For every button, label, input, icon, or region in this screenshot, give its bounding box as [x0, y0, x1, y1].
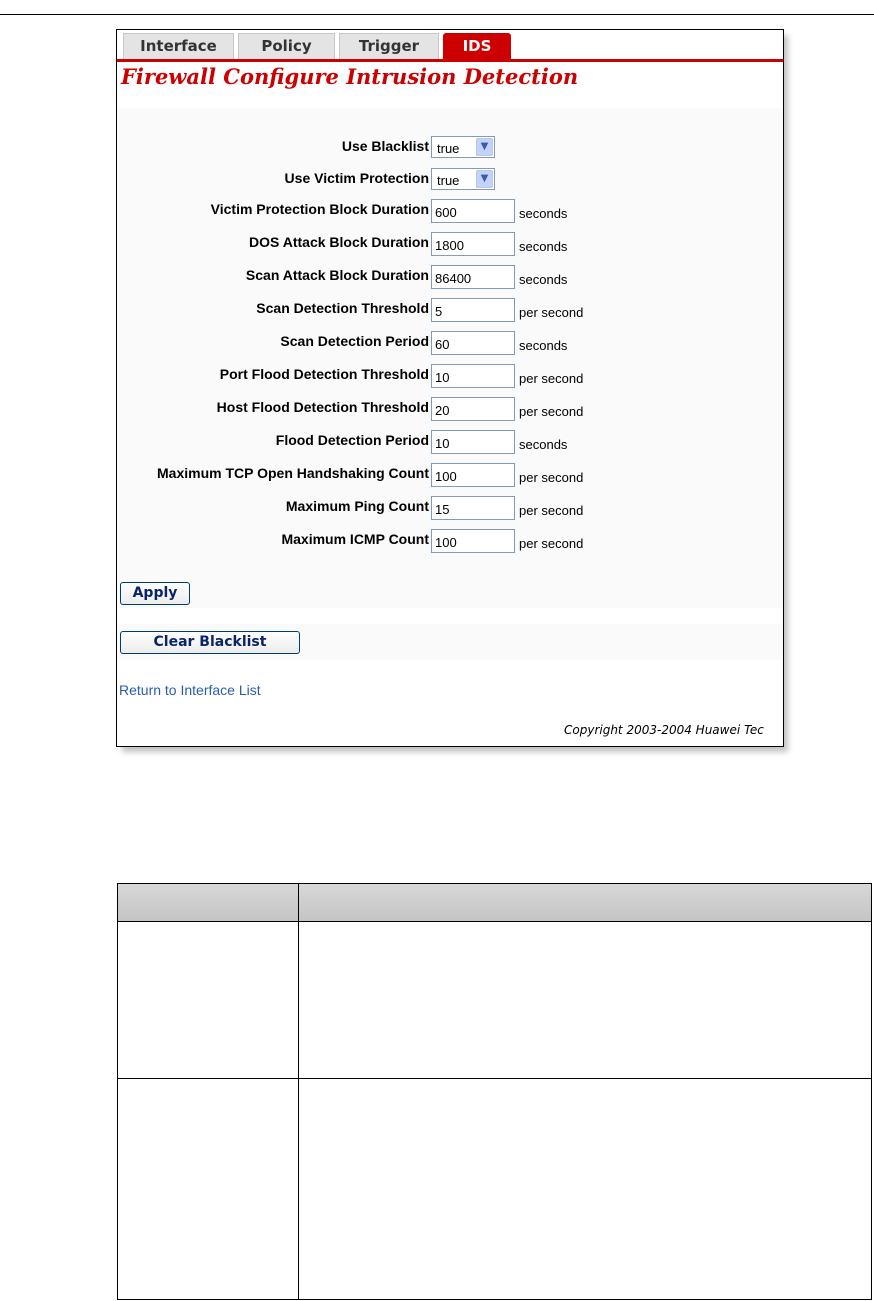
field-label: Scan Detection Period [280, 333, 429, 349]
port-flood-detection-threshold-input[interactable]: 10 [431, 364, 515, 388]
return-to-interface-list-link[interactable]: Return to Interface List [119, 682, 261, 698]
max-ping-count-input[interactable]: 15 [431, 496, 515, 520]
tab-bar [117, 30, 783, 60]
field-label: Maximum TCP Open Handshaking Count [157, 465, 429, 481]
field-label: Scan Detection Threshold [256, 300, 429, 316]
page-title: Firewall Configure Intrusion Detection [121, 64, 579, 89]
field-unit: seconds [519, 338, 568, 353]
field-row [117, 527, 783, 553]
use-blacklist-value: true [437, 141, 460, 156]
field-row [117, 428, 783, 454]
field-label: Port Flood Detection Threshold [219, 366, 429, 382]
tab-trigger[interactable]: Trigger [339, 33, 439, 59]
tab-policy[interactable]: Policy [238, 33, 335, 59]
victim-protection-block-duration-input[interactable]: 600 [431, 199, 515, 223]
field-unit: per second [519, 404, 584, 419]
field-row [117, 329, 783, 355]
table-divider [118, 1078, 871, 1079]
tab-underline [117, 59, 783, 62]
field-label: Host Flood Detection Threshold [216, 399, 429, 415]
field-unit: per second [519, 470, 584, 485]
field-label: Maximum ICMP Count [281, 531, 429, 547]
field-unit: per second [519, 503, 584, 518]
use-blacklist-label: Use Blacklist [341, 138, 429, 154]
chevron-down-icon[interactable]: ▼ [476, 138, 493, 156]
use-victim-protection-select[interactable] [431, 168, 495, 190]
field-unit: seconds [519, 437, 568, 452]
field-label: Flood Detection Period [275, 432, 429, 448]
field-unit: per second [519, 536, 584, 551]
tab-ids[interactable]: IDS [443, 33, 511, 59]
use-blacklist-select[interactable] [431, 136, 495, 158]
field-unit: seconds [519, 239, 568, 254]
scan-attack-block-duration-input[interactable]: 86400 [431, 265, 515, 289]
scan-detection-period-input[interactable]: 60 [431, 331, 515, 355]
field-row [117, 296, 783, 322]
field-row [117, 197, 783, 223]
use-victim-protection-label: Use Victim Protection [284, 170, 429, 186]
field-unit: seconds [519, 206, 568, 221]
field-unit: per second [519, 305, 584, 320]
ids-form [117, 108, 783, 608]
firewall-ids-window [116, 29, 784, 747]
field-unit: per second [519, 371, 584, 386]
table-header [118, 884, 871, 921]
field-row [117, 230, 783, 256]
table-column-divider [298, 884, 299, 1299]
field-label: Scan Attack Block Duration [245, 267, 429, 283]
field-unit: seconds [519, 272, 568, 287]
field-row [117, 362, 783, 388]
field-label: DOS Attack Block Duration [249, 234, 429, 250]
max-tcp-open-handshaking-count-input[interactable]: 100 [431, 463, 515, 487]
page-top-rule [0, 14, 874, 15]
dos-attack-block-duration-input[interactable]: 1800 [431, 232, 515, 256]
table-divider [118, 921, 871, 922]
field-row [117, 263, 783, 289]
scan-detection-threshold-input[interactable]: 5 [431, 298, 515, 322]
max-icmp-count-input[interactable]: 100 [431, 529, 515, 553]
field-row [117, 494, 783, 520]
field-row [117, 461, 783, 487]
blacklist-panel [117, 624, 783, 660]
flood-detection-period-input[interactable]: 10 [431, 430, 515, 454]
host-flood-detection-threshold-input[interactable]: 20 [431, 397, 515, 421]
field-row [117, 395, 783, 421]
row-use-blacklist [117, 134, 783, 160]
clear-blacklist-button[interactable]: Clear Blacklist [120, 631, 300, 654]
tab-interface[interactable]: Interface [123, 33, 234, 59]
field-label: Victim Protection Block Duration [210, 201, 429, 217]
apply-button[interactable]: Apply [120, 582, 190, 605]
row-use-victim-protection [117, 166, 783, 192]
parameter-table [117, 883, 872, 1300]
copyright-text: Copyright 2003-2004 Huawei Tec [564, 723, 764, 737]
use-victim-protection-value: true [437, 173, 460, 188]
field-label: Maximum Ping Count [285, 498, 429, 514]
chevron-down-icon[interactable]: ▼ [476, 170, 493, 188]
